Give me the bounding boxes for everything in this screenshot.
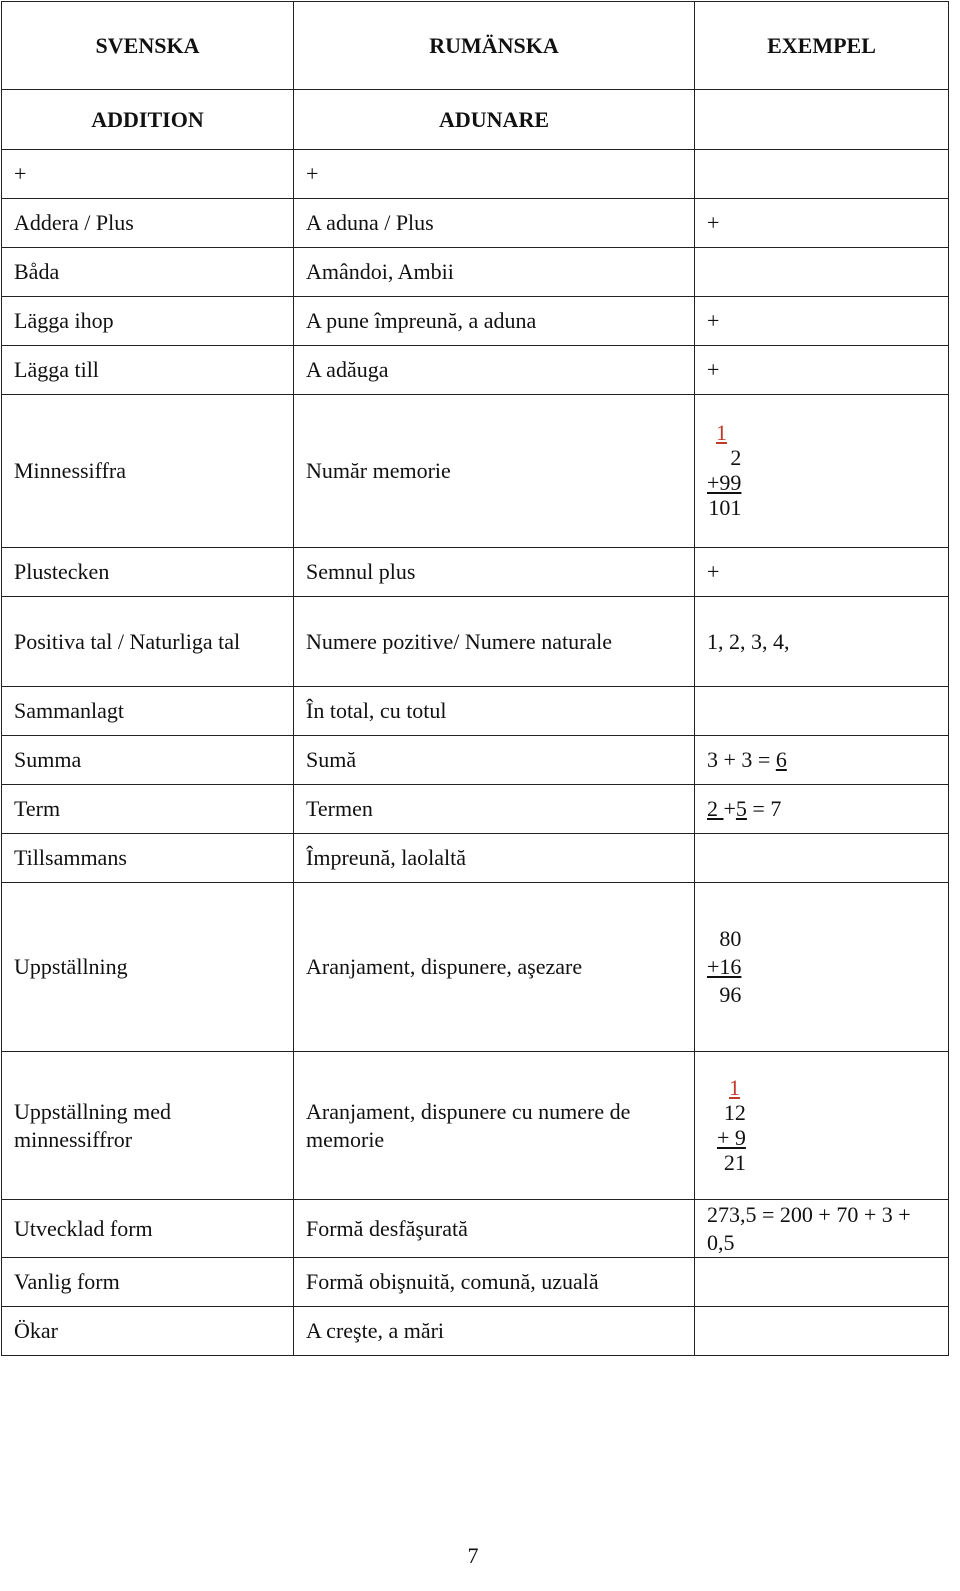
cell-sv: Uppställning med minnessiffror xyxy=(2,1052,294,1200)
cell-ro: Numere pozitive/ Numere naturale xyxy=(294,597,695,687)
stack-top: 2 xyxy=(730,445,742,470)
cell-ro: Semnul plus xyxy=(294,548,695,597)
carry-column-example xyxy=(717,1075,746,1175)
table-row xyxy=(2,346,949,395)
table-row xyxy=(2,1307,949,1356)
stack-top: 12 xyxy=(723,1099,746,1125)
cell-sv: Utvecklad form xyxy=(2,1200,294,1258)
cell-ex xyxy=(695,248,949,297)
header-svenska: SVENSKA xyxy=(2,2,294,90)
stack-result: 101 xyxy=(708,495,742,520)
cell-ex xyxy=(695,395,949,548)
stack-addend: +16 xyxy=(707,954,742,979)
cell-ex: + xyxy=(695,199,949,248)
summa-expression: 3 + 3 = xyxy=(707,747,776,772)
cell-ro: Formă obişnuită, comună, uzuală xyxy=(294,1258,695,1307)
cell-sv: Uppställning xyxy=(2,883,294,1052)
cell-sv: Båda xyxy=(2,248,294,297)
header-rumanska: RUMÄNSKA xyxy=(294,2,695,90)
stack-addend: + 9 xyxy=(717,1124,746,1150)
cell-ro: Aranjament, dispunere, aşezare xyxy=(294,883,695,1052)
table-row xyxy=(2,395,949,548)
cell-ro: A aduna / Plus xyxy=(294,199,695,248)
cell-ex xyxy=(695,1307,949,1356)
cell-ex: + xyxy=(695,346,949,395)
summa-result: 6 xyxy=(775,747,787,772)
cell-ex xyxy=(695,1052,949,1200)
cell-ex xyxy=(695,687,949,736)
cell-ro: Împreună, laolaltă xyxy=(294,834,695,883)
cell-sv: Vanlig form xyxy=(2,1258,294,1307)
cell-sv: Tillsammans xyxy=(2,834,294,883)
cell-ro: Număr memorie xyxy=(294,395,695,548)
table-row xyxy=(2,785,949,834)
cell-ex: + xyxy=(695,297,949,346)
carry-digit: 1 xyxy=(729,1074,740,1100)
cell-sv: Positiva tal / Naturliga tal xyxy=(2,597,294,687)
cell-ro: Aranjament, dispunere cu numere de memorie xyxy=(294,1052,695,1200)
cell-ex: + xyxy=(695,548,949,597)
page-number: 7 xyxy=(467,1543,479,1568)
table-row xyxy=(2,1200,949,1258)
cell-ex xyxy=(695,736,949,785)
table-row xyxy=(2,883,949,1052)
section-ro: ADUNARE xyxy=(294,90,695,150)
cell-ex xyxy=(695,1258,949,1307)
vocabulary-table xyxy=(1,1,949,1356)
cell-sv: Addera / Plus xyxy=(2,199,294,248)
cell-ex xyxy=(695,834,949,883)
cell-sv: Term xyxy=(2,785,294,834)
table-row xyxy=(2,150,949,199)
cell-sv: Ökar xyxy=(2,1307,294,1356)
table-row xyxy=(2,736,949,785)
cell-ro: În total, cu totul xyxy=(294,687,695,736)
cell-ex xyxy=(695,883,949,1052)
cell-ro: Formă desfăşurată xyxy=(294,1200,695,1258)
cell-ex xyxy=(695,150,949,199)
table-row xyxy=(2,1258,949,1307)
cell-ro: Termen xyxy=(294,785,695,834)
cell-ro: + xyxy=(294,150,695,199)
cell-ro: Sumă xyxy=(294,736,695,785)
cell-sv: Lägga ihop xyxy=(2,297,294,346)
cell-ex: 1, 2, 3, 4, xyxy=(695,597,949,687)
cell-ro: A creşte, a mări xyxy=(294,1307,695,1356)
cell-ro: A pune împreună, a aduna xyxy=(294,297,695,346)
stack-addend: +99 xyxy=(707,470,742,495)
term-plus: + xyxy=(723,796,736,821)
section-ex xyxy=(695,90,949,150)
stack-result: 21 xyxy=(723,1149,746,1175)
carry-digit: 1 xyxy=(716,420,727,445)
table-row xyxy=(2,1052,949,1200)
table-row xyxy=(2,248,949,297)
cell-ex xyxy=(695,785,949,834)
cell-sv: Minnessiffra xyxy=(2,395,294,548)
cell-ro: A adăuga xyxy=(294,346,695,395)
section-sv: ADDITION xyxy=(2,90,294,150)
table-row xyxy=(2,548,949,597)
column-addition-example xyxy=(707,925,741,1009)
cell-sv: Lägga till xyxy=(2,346,294,395)
term-one: 2 xyxy=(707,796,724,821)
table-row xyxy=(2,597,949,687)
table-row xyxy=(2,199,949,248)
header-row xyxy=(2,2,949,90)
stack-result: 96 xyxy=(719,982,742,1007)
table-row xyxy=(2,687,949,736)
header-exempel: EXEMPEL xyxy=(695,2,949,90)
term-rest: = 7 xyxy=(746,796,782,821)
table-row xyxy=(2,834,949,883)
carry-addition-example xyxy=(707,420,741,520)
table-row xyxy=(2,297,949,346)
cell-ex: 273,5 = 200 + 70 + 3 + 0,5 xyxy=(695,1200,949,1258)
section-row xyxy=(2,90,949,150)
term-two: 5 xyxy=(735,796,747,821)
cell-sv: Summa xyxy=(2,736,294,785)
stack-top: 80 xyxy=(719,926,742,951)
cell-sv: + xyxy=(2,150,294,199)
cell-sv: Sammanlagt xyxy=(2,687,294,736)
cell-sv: Plustecken xyxy=(2,548,294,597)
cell-ro: Amândoi, Ambii xyxy=(294,248,695,297)
